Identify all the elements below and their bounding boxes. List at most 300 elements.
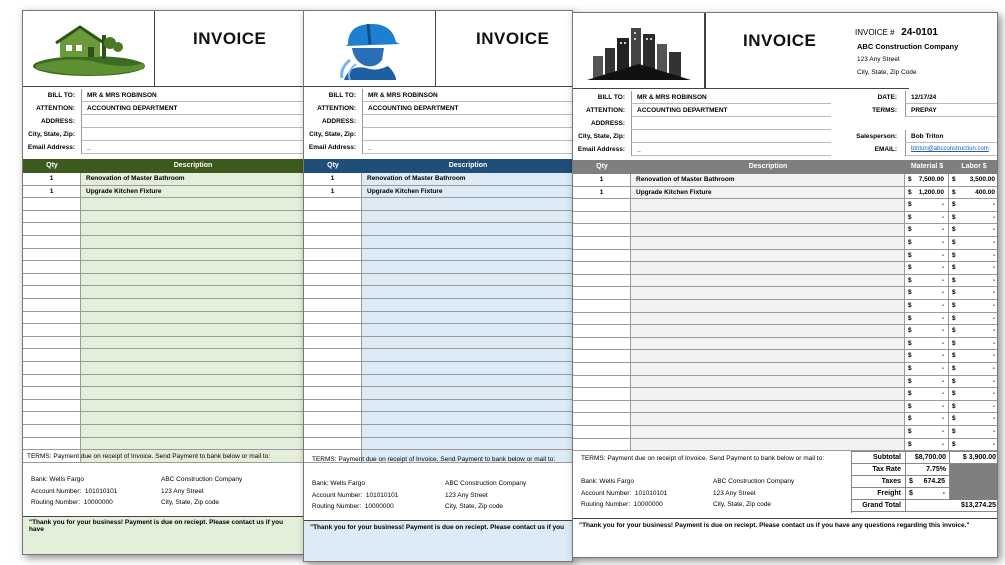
qty-cell[interactable] xyxy=(304,223,362,235)
description-cell[interactable] xyxy=(81,425,304,437)
material-cell[interactable] xyxy=(905,426,949,438)
labor-amount: - xyxy=(992,402,995,410)
qty-cell[interactable] xyxy=(304,236,362,248)
description-cell[interactable] xyxy=(631,388,905,400)
table-row xyxy=(304,375,573,388)
qty-header: Qty xyxy=(596,163,608,170)
description-cell[interactable] xyxy=(81,198,304,210)
description-cell[interactable] xyxy=(631,300,905,312)
description-cell[interactable] xyxy=(81,312,304,324)
labor-cell[interactable] xyxy=(949,413,998,425)
qty-cell[interactable] xyxy=(573,199,631,211)
material-amount: - xyxy=(941,339,944,347)
qty-cell[interactable] xyxy=(23,337,81,349)
dollar-sign: $ xyxy=(908,276,912,284)
description-cell[interactable] xyxy=(81,299,304,311)
email-row xyxy=(573,143,998,156)
material-cell[interactable] xyxy=(905,212,949,224)
qty-cell[interactable]: 1 xyxy=(23,186,81,198)
material-cell[interactable] xyxy=(905,237,949,249)
description-cell[interactable]: Renovation of Master Bathroom xyxy=(631,174,905,186)
table-row xyxy=(304,362,573,375)
labor-cell[interactable] xyxy=(949,174,998,186)
company-name: ABC Construction Company xyxy=(713,478,795,485)
contact-email-link[interactable]: btriton@abcconstruction.com xyxy=(905,143,998,156)
dollar-sign: $ xyxy=(908,365,912,372)
labor-cell[interactable] xyxy=(949,426,998,438)
qty-cell[interactable] xyxy=(573,338,631,350)
qty-cell[interactable] xyxy=(304,349,362,361)
routing-number: 10000000 xyxy=(633,501,663,508)
labor-amount: - xyxy=(992,327,995,335)
qty-cell[interactable] xyxy=(304,438,362,450)
street: 123 Any Street xyxy=(161,487,204,495)
account-label: Account Number: xyxy=(312,491,363,499)
qty-cell[interactable] xyxy=(23,400,81,412)
labor-cell[interactable] xyxy=(949,388,998,400)
bill-to-row xyxy=(304,89,573,102)
description-cell[interactable] xyxy=(631,325,905,337)
qty-cell[interactable] xyxy=(573,275,631,287)
header-company: ABC Construction Company xyxy=(857,42,959,51)
material-cell[interactable] xyxy=(905,313,949,325)
qty-cell[interactable] xyxy=(573,426,631,438)
table-row xyxy=(573,325,998,338)
qty-cell[interactable] xyxy=(573,300,631,312)
grand-total-label: Grand Total xyxy=(852,500,906,511)
qty-cell[interactable] xyxy=(573,325,631,337)
description-header: Description xyxy=(173,162,213,169)
material-cell[interactable] xyxy=(905,287,949,299)
company-name: ABC Construction Company xyxy=(445,480,527,487)
dollar-sign: $ xyxy=(952,176,956,183)
table-row xyxy=(573,275,998,288)
dollar-sign: $ xyxy=(908,289,912,297)
qty-cell[interactable] xyxy=(304,387,362,399)
address-label: ADDRESS: xyxy=(591,120,625,127)
address-row xyxy=(304,115,573,128)
description-cell[interactable] xyxy=(362,236,573,248)
qty-cell[interactable] xyxy=(304,211,362,223)
material-cell[interactable] xyxy=(905,262,949,274)
table-row xyxy=(23,173,304,186)
labor-cell[interactable] xyxy=(949,313,998,325)
account-line xyxy=(581,488,667,500)
material-amount: - xyxy=(941,415,944,423)
description-cell[interactable] xyxy=(81,438,304,450)
description-cell[interactable] xyxy=(631,350,905,362)
tax-rate-label: Tax Rate xyxy=(852,464,906,475)
description-cell[interactable] xyxy=(81,249,304,261)
table-row xyxy=(23,198,304,211)
subtotal-row xyxy=(852,452,998,464)
qty-cell[interactable] xyxy=(23,349,81,361)
labor-amount: - xyxy=(992,365,995,372)
description-cell[interactable] xyxy=(631,250,905,262)
dollar-sign: $ xyxy=(952,302,956,309)
description-cell[interactable] xyxy=(631,338,905,350)
description-cell[interactable] xyxy=(362,362,573,374)
description-cell[interactable] xyxy=(362,387,573,399)
bill-to-section xyxy=(304,89,573,151)
material-cell[interactable] xyxy=(905,199,949,211)
qty-cell[interactable] xyxy=(304,312,362,324)
table-row xyxy=(573,300,998,313)
material-cell[interactable] xyxy=(905,338,949,350)
labor-cell[interactable] xyxy=(949,363,998,375)
description-cell[interactable] xyxy=(631,313,905,325)
dollar-sign: $ xyxy=(952,251,956,259)
table-row xyxy=(573,212,998,225)
description-cell[interactable] xyxy=(631,262,905,274)
material-cell[interactable] xyxy=(905,401,949,413)
description-cell[interactable] xyxy=(81,274,304,286)
house-logo-icon xyxy=(23,11,155,87)
description-cell[interactable] xyxy=(362,312,573,324)
qty-cell[interactable] xyxy=(304,400,362,412)
labor-cell[interactable] xyxy=(949,224,998,236)
attention-row xyxy=(573,104,998,117)
description-cell[interactable] xyxy=(631,401,905,413)
payment-terms: TERMS: Payment due on receipt of Invoice. Send Payment to bank below or mail to: xyxy=(581,455,825,462)
description-cell[interactable] xyxy=(81,412,304,424)
material-cell[interactable] xyxy=(905,413,949,425)
material-amount: - xyxy=(941,201,944,209)
qty-cell[interactable] xyxy=(573,250,631,262)
contact-email-label: EMAIL: xyxy=(874,146,897,153)
labor-cell[interactable] xyxy=(949,262,998,274)
description-cell[interactable]: Upgrade Kitchen Fixture xyxy=(631,187,905,199)
mail-address xyxy=(713,476,794,511)
taxes-cell xyxy=(906,476,950,487)
material-cell[interactable] xyxy=(905,325,949,337)
material-cell[interactable] xyxy=(905,300,949,312)
material-amount: - xyxy=(941,213,944,221)
description-cell[interactable] xyxy=(362,412,573,424)
material-cell[interactable] xyxy=(905,187,949,199)
labor-amount: - xyxy=(992,377,995,385)
material-amount: - xyxy=(941,239,944,246)
material-amount: - xyxy=(941,314,944,322)
labor-cell[interactable] xyxy=(949,199,998,211)
description-cell[interactable] xyxy=(81,349,304,361)
description-cell[interactable]: Renovation of Master Bathroom xyxy=(81,173,304,185)
dollar-sign: $ xyxy=(908,213,912,221)
qty-cell[interactable] xyxy=(23,375,81,387)
qty-cell[interactable] xyxy=(304,337,362,349)
description-cell[interactable] xyxy=(362,299,573,311)
description-cell[interactable] xyxy=(81,387,304,399)
material-cell[interactable] xyxy=(905,363,949,375)
dollar-sign: $ xyxy=(952,365,956,372)
description-cell[interactable] xyxy=(631,426,905,438)
qty-cell[interactable] xyxy=(23,286,81,298)
qty-cell[interactable] xyxy=(23,223,81,235)
labor-cell[interactable] xyxy=(949,376,998,388)
labor-cell[interactable] xyxy=(949,287,998,299)
city-value xyxy=(81,128,304,141)
description-cell[interactable] xyxy=(81,223,304,235)
routing-number: 10000000 xyxy=(364,503,394,510)
description-cell[interactable] xyxy=(362,249,573,261)
description-cell[interactable] xyxy=(631,413,905,425)
invoice-title: INVOICE xyxy=(476,29,550,48)
qty-cell[interactable] xyxy=(304,286,362,298)
table-row xyxy=(573,262,998,275)
qty-cell[interactable] xyxy=(573,376,631,388)
routing-number: 10000000 xyxy=(83,499,113,506)
qty-cell[interactable]: 1 xyxy=(23,173,81,185)
labor-amount: - xyxy=(992,352,995,360)
terms-label: TERMS: xyxy=(872,107,897,114)
description-cell[interactable] xyxy=(631,212,905,224)
dollar-sign: $ xyxy=(952,314,956,322)
table-row xyxy=(23,362,304,375)
description-cell[interactable] xyxy=(631,376,905,388)
table-row xyxy=(23,186,304,199)
table-row xyxy=(304,173,573,186)
table-row xyxy=(304,236,573,249)
table-row xyxy=(573,388,998,401)
labor-amount: - xyxy=(992,390,995,398)
description-cell[interactable] xyxy=(362,425,573,437)
description-cell[interactable] xyxy=(81,286,304,298)
material-cell[interactable] xyxy=(905,376,949,388)
dollar-sign: $ xyxy=(908,440,912,448)
email-row xyxy=(23,141,304,154)
description-cell[interactable] xyxy=(362,438,573,450)
description-cell[interactable] xyxy=(362,261,573,273)
description-cell[interactable] xyxy=(362,324,573,336)
qty-cell[interactable] xyxy=(573,313,631,325)
qty-cell[interactable] xyxy=(23,362,81,374)
qty-cell[interactable]: 1 xyxy=(573,187,631,199)
material-cell[interactable] xyxy=(905,439,949,451)
material-amount: - xyxy=(941,302,944,309)
qty-cell[interactable] xyxy=(23,324,81,336)
description-cell[interactable] xyxy=(631,199,905,211)
city-label: City, State, Zip: xyxy=(28,131,75,138)
qty-cell[interactable] xyxy=(23,299,81,311)
description-cell[interactable] xyxy=(362,223,573,235)
description-cell[interactable]: Upgrade Kitchen Fixture xyxy=(81,186,304,198)
qty-cell[interactable] xyxy=(23,236,81,248)
labor-amount: - xyxy=(992,264,995,272)
dollar-sign: $ xyxy=(908,339,912,347)
qty-cell[interactable] xyxy=(304,375,362,387)
taxes-value: 674.25 xyxy=(923,478,945,485)
qty-cell[interactable]: 1 xyxy=(304,173,362,185)
description-cell[interactable] xyxy=(362,400,573,412)
description-cell[interactable]: Renovation of Master Bathroom xyxy=(362,173,573,185)
description-cell[interactable] xyxy=(81,261,304,273)
table-row xyxy=(304,337,573,350)
material-amount: - xyxy=(941,264,944,272)
labor-amount: - xyxy=(992,440,995,448)
account-number: 101010101 xyxy=(84,487,118,495)
qty-cell[interactable] xyxy=(304,274,362,286)
qty-cell[interactable] xyxy=(573,388,631,400)
table-row xyxy=(573,350,998,363)
attention-row xyxy=(23,102,304,115)
qty-cell[interactable] xyxy=(304,249,362,261)
description-cell[interactable] xyxy=(362,211,573,223)
labor-amount: - xyxy=(992,201,995,209)
invoice-number: 24-0101 xyxy=(901,27,938,38)
table-row xyxy=(304,324,573,337)
description-cell[interactable] xyxy=(81,236,304,248)
qty-cell[interactable] xyxy=(573,413,631,425)
description-cell[interactable] xyxy=(81,400,304,412)
qty-cell[interactable] xyxy=(23,412,81,424)
attention-value: ACCOUNTING DEPARTMENT xyxy=(631,104,831,117)
description-cell[interactable] xyxy=(362,349,573,361)
bill-to-label: BILL TO: xyxy=(597,94,625,101)
labor-cell[interactable] xyxy=(949,325,998,337)
city-value xyxy=(362,128,573,141)
dollar-sign: $ xyxy=(909,478,913,485)
qty-cell[interactable] xyxy=(304,261,362,273)
material-header: Material $ xyxy=(910,163,944,170)
description-cell[interactable] xyxy=(81,337,304,349)
qty-cell[interactable]: 1 xyxy=(304,186,362,198)
email-value: _ xyxy=(362,141,573,154)
material-cell[interactable] xyxy=(905,275,949,287)
dollar-sign: $ xyxy=(908,415,912,423)
labor-cell[interactable] xyxy=(949,275,998,287)
table-row xyxy=(573,338,998,351)
description-cell[interactable] xyxy=(81,375,304,387)
qty-cell[interactable] xyxy=(573,262,631,274)
material-cell[interactable] xyxy=(905,350,949,362)
qty-cell[interactable]: 1 xyxy=(573,174,631,186)
labor-cell[interactable] xyxy=(949,250,998,262)
labor-cell[interactable] xyxy=(949,187,998,199)
city-line: City, State, Zip code xyxy=(161,499,220,506)
description-cell[interactable] xyxy=(362,375,573,387)
description-cell[interactable] xyxy=(81,211,304,223)
bill-to-value: MR & MRS ROBINSON xyxy=(631,91,831,104)
address-value xyxy=(631,117,831,130)
material-cell[interactable] xyxy=(905,224,949,236)
labor-cell[interactable] xyxy=(949,300,998,312)
mail-address xyxy=(445,478,526,513)
qty-cell[interactable] xyxy=(23,387,81,399)
description-cell[interactable] xyxy=(362,286,573,298)
description-cell[interactable] xyxy=(362,198,573,210)
qty-cell[interactable] xyxy=(23,274,81,286)
qty-cell[interactable] xyxy=(23,438,81,450)
qty-cell[interactable] xyxy=(23,249,81,261)
attention-label: ATTENTION: xyxy=(36,105,75,112)
qty-cell[interactable] xyxy=(23,312,81,324)
description-cell[interactable] xyxy=(631,287,905,299)
table-row xyxy=(23,299,304,312)
labor-cell[interactable] xyxy=(949,439,998,451)
qty-cell[interactable] xyxy=(304,198,362,210)
invoice-template-blue xyxy=(303,10,573,562)
description-cell[interactable] xyxy=(362,274,573,286)
description-cell[interactable] xyxy=(631,224,905,236)
qty-cell[interactable] xyxy=(304,299,362,311)
table-row xyxy=(23,211,304,224)
labor-cell[interactable] xyxy=(949,350,998,362)
qty-cell[interactable] xyxy=(23,211,81,223)
city-line: City, State, Zip code xyxy=(713,501,772,508)
table-row xyxy=(573,250,998,263)
dollar-sign: $ xyxy=(952,276,956,284)
city-row xyxy=(23,128,304,141)
material-cell[interactable] xyxy=(905,174,949,186)
description-cell[interactable] xyxy=(631,439,905,451)
qty-cell[interactable] xyxy=(23,198,81,210)
material-amount: - xyxy=(941,440,944,448)
table-row xyxy=(304,286,573,299)
description-cell[interactable]: Upgrade Kitchen Fixture xyxy=(362,186,573,198)
labor-cell[interactable] xyxy=(949,401,998,413)
qty-cell[interactable] xyxy=(573,401,631,413)
attention-value: ACCOUNTING DEPARTMENT xyxy=(362,102,573,115)
email-label: Email Address: xyxy=(308,144,356,151)
table-row xyxy=(23,286,304,299)
description-cell[interactable] xyxy=(81,324,304,336)
invoice-title: INVOICE xyxy=(193,29,267,48)
qty-cell[interactable] xyxy=(573,212,631,224)
table-row xyxy=(23,438,304,451)
description-cell[interactable] xyxy=(631,363,905,375)
qty-cell[interactable] xyxy=(304,412,362,424)
bank-details xyxy=(312,478,398,513)
bill-to-value: MR & MRS ROBINSON xyxy=(362,89,573,102)
description-cell[interactable] xyxy=(81,362,304,374)
header-city: City, State, Zip Code xyxy=(857,69,917,76)
qty-cell[interactable] xyxy=(573,287,631,299)
labor-cell[interactable] xyxy=(949,338,998,350)
qty-cell[interactable] xyxy=(23,261,81,273)
qty-cell[interactable] xyxy=(573,363,631,375)
qty-cell[interactable] xyxy=(573,224,631,236)
material-amount: - xyxy=(941,365,944,372)
qty-cell[interactable] xyxy=(304,324,362,336)
material-amount: - xyxy=(941,289,944,297)
dollar-sign: $ xyxy=(952,239,956,246)
table-row xyxy=(23,261,304,274)
city-row xyxy=(304,128,573,141)
labor-amount: - xyxy=(992,226,995,234)
qty-cell[interactable] xyxy=(573,439,631,451)
material-cell[interactable] xyxy=(905,250,949,262)
description-cell[interactable] xyxy=(631,237,905,249)
qty-cell[interactable] xyxy=(23,425,81,437)
description-cell[interactable] xyxy=(631,275,905,287)
table-row xyxy=(573,287,998,300)
qty-cell[interactable] xyxy=(573,350,631,362)
attention-row xyxy=(304,102,573,115)
labor-cell[interactable] xyxy=(949,237,998,249)
dollar-sign: $ xyxy=(908,176,912,183)
material-cell[interactable] xyxy=(905,388,949,400)
table-row xyxy=(23,249,304,262)
account-label: Account Number: xyxy=(581,489,632,497)
table-row xyxy=(23,387,304,400)
description-cell[interactable] xyxy=(362,337,573,349)
labor-cell[interactable] xyxy=(949,212,998,224)
qty-cell[interactable] xyxy=(304,362,362,374)
qty-cell[interactable] xyxy=(304,425,362,437)
table-header xyxy=(573,160,998,174)
email-value: _ xyxy=(81,141,304,154)
qty-cell[interactable] xyxy=(573,237,631,249)
